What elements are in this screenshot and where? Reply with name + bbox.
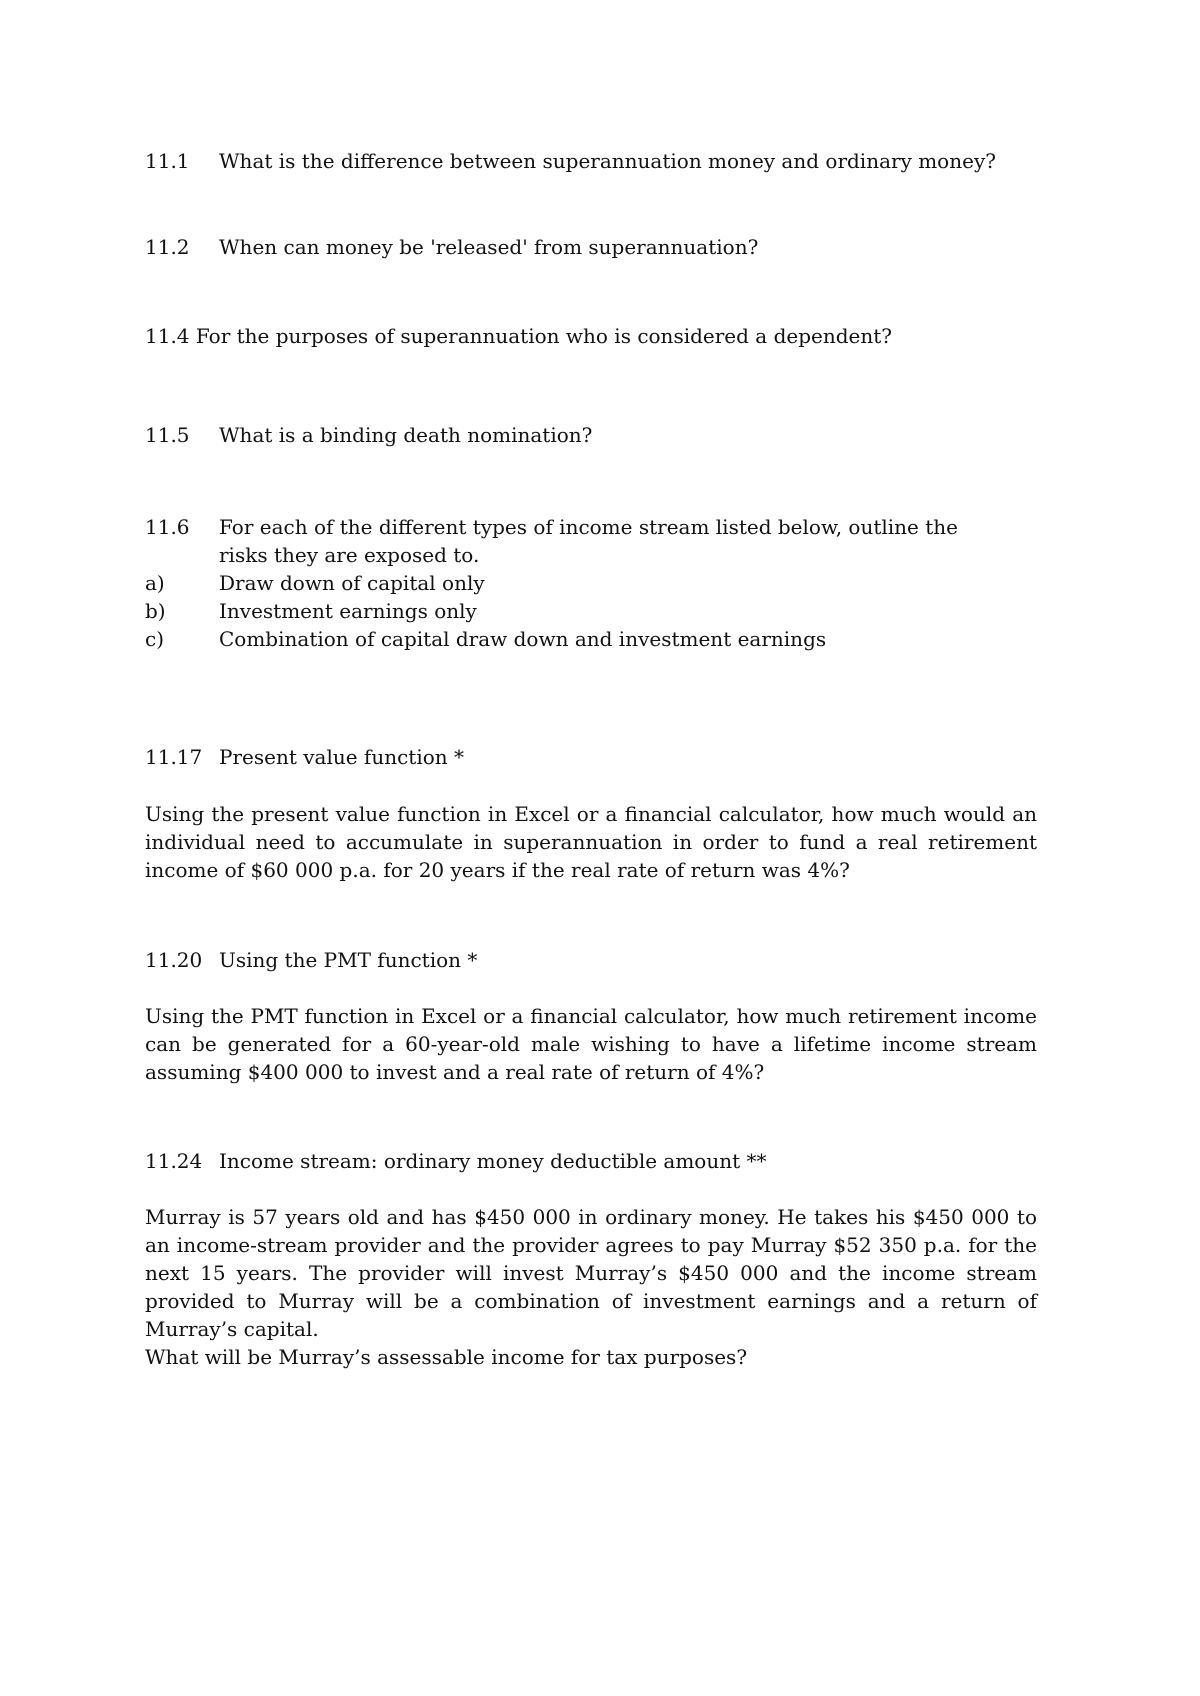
question-11-20-body: Using the PMT function in Excel or a financial calculator, how much retirement income can be generated for a 60-year-old male wishing to have a lifetime income stream assuming $400 000 to invest and a real rate of return of 4%? [145, 1004, 1037, 1084]
list-item-text: Draw down of capital only [219, 571, 485, 595]
question-11-17-heading [145, 743, 464, 771]
list-item [145, 569, 485, 597]
question-number: 11.6 [145, 515, 190, 539]
list-marker: b) [145, 599, 166, 623]
list-marker: c) [145, 627, 165, 651]
list-item-text: Combination of capital draw down and investment earnings [219, 627, 827, 651]
question-11-24-question: What will be Murray’s assessable income for tax purposes? [145, 1345, 748, 1369]
list-marker: a) [145, 571, 165, 595]
question-11-2 [145, 233, 758, 261]
question-heading: Present value function * [219, 745, 464, 769]
question-11-5 [145, 421, 592, 449]
list-item [145, 625, 826, 653]
question-11-20-heading [145, 946, 477, 974]
question-11-24-heading [145, 1147, 767, 1175]
question-heading: Income stream: ordinary money deductible amount ** [219, 1149, 767, 1173]
list-item [145, 597, 477, 625]
question-text: 11.4 For the purposes of superannuation who is considered a dependent? [145, 324, 893, 348]
question-11-6-continuation: risks they are exposed to. [219, 543, 480, 567]
question-number: 11.2 [145, 235, 190, 259]
question-text: For each of the different types of income stream listed below, outline the [219, 515, 958, 539]
question-11-1 [145, 147, 996, 175]
question-text: When can money be 'released' from superannuation? [219, 235, 759, 259]
question-11-6 [145, 513, 958, 541]
question-number: 11.5 [145, 423, 190, 447]
question-number: 11.24 [145, 1149, 203, 1173]
question-number: 11.17 [145, 745, 203, 769]
question-number: 11.20 [145, 948, 203, 972]
list-item-text: Investment earnings only [219, 599, 477, 623]
question-text: What is the difference between superannuation money and ordinary money? [219, 149, 996, 173]
question-text: What is a binding death nomination? [219, 423, 593, 447]
question-11-4 [145, 322, 892, 350]
question-11-24-body: Murray is 57 years old and has $450 000 in ordinary money. He takes his $450 000 to an income-stream provider and the provider agrees to pay Murray $52 350 p.a. for the next 15 years. The provider will invest Murray’s $450 000 and the income stream provided to Murray will be a combination of investment earnings and a return of Murray’s capital. [145, 1205, 1037, 1341]
question-11-17-body: Using the present value function in Excel or a financial calculator, how much would an individual need to accumulate in superannuation in order to fund a real retirement income of $60 000 p.a. for 20 years if the real rate of return was 4%? [145, 802, 1037, 882]
question-number: 11.1 [145, 149, 190, 173]
question-heading: Using the PMT function * [219, 948, 478, 972]
